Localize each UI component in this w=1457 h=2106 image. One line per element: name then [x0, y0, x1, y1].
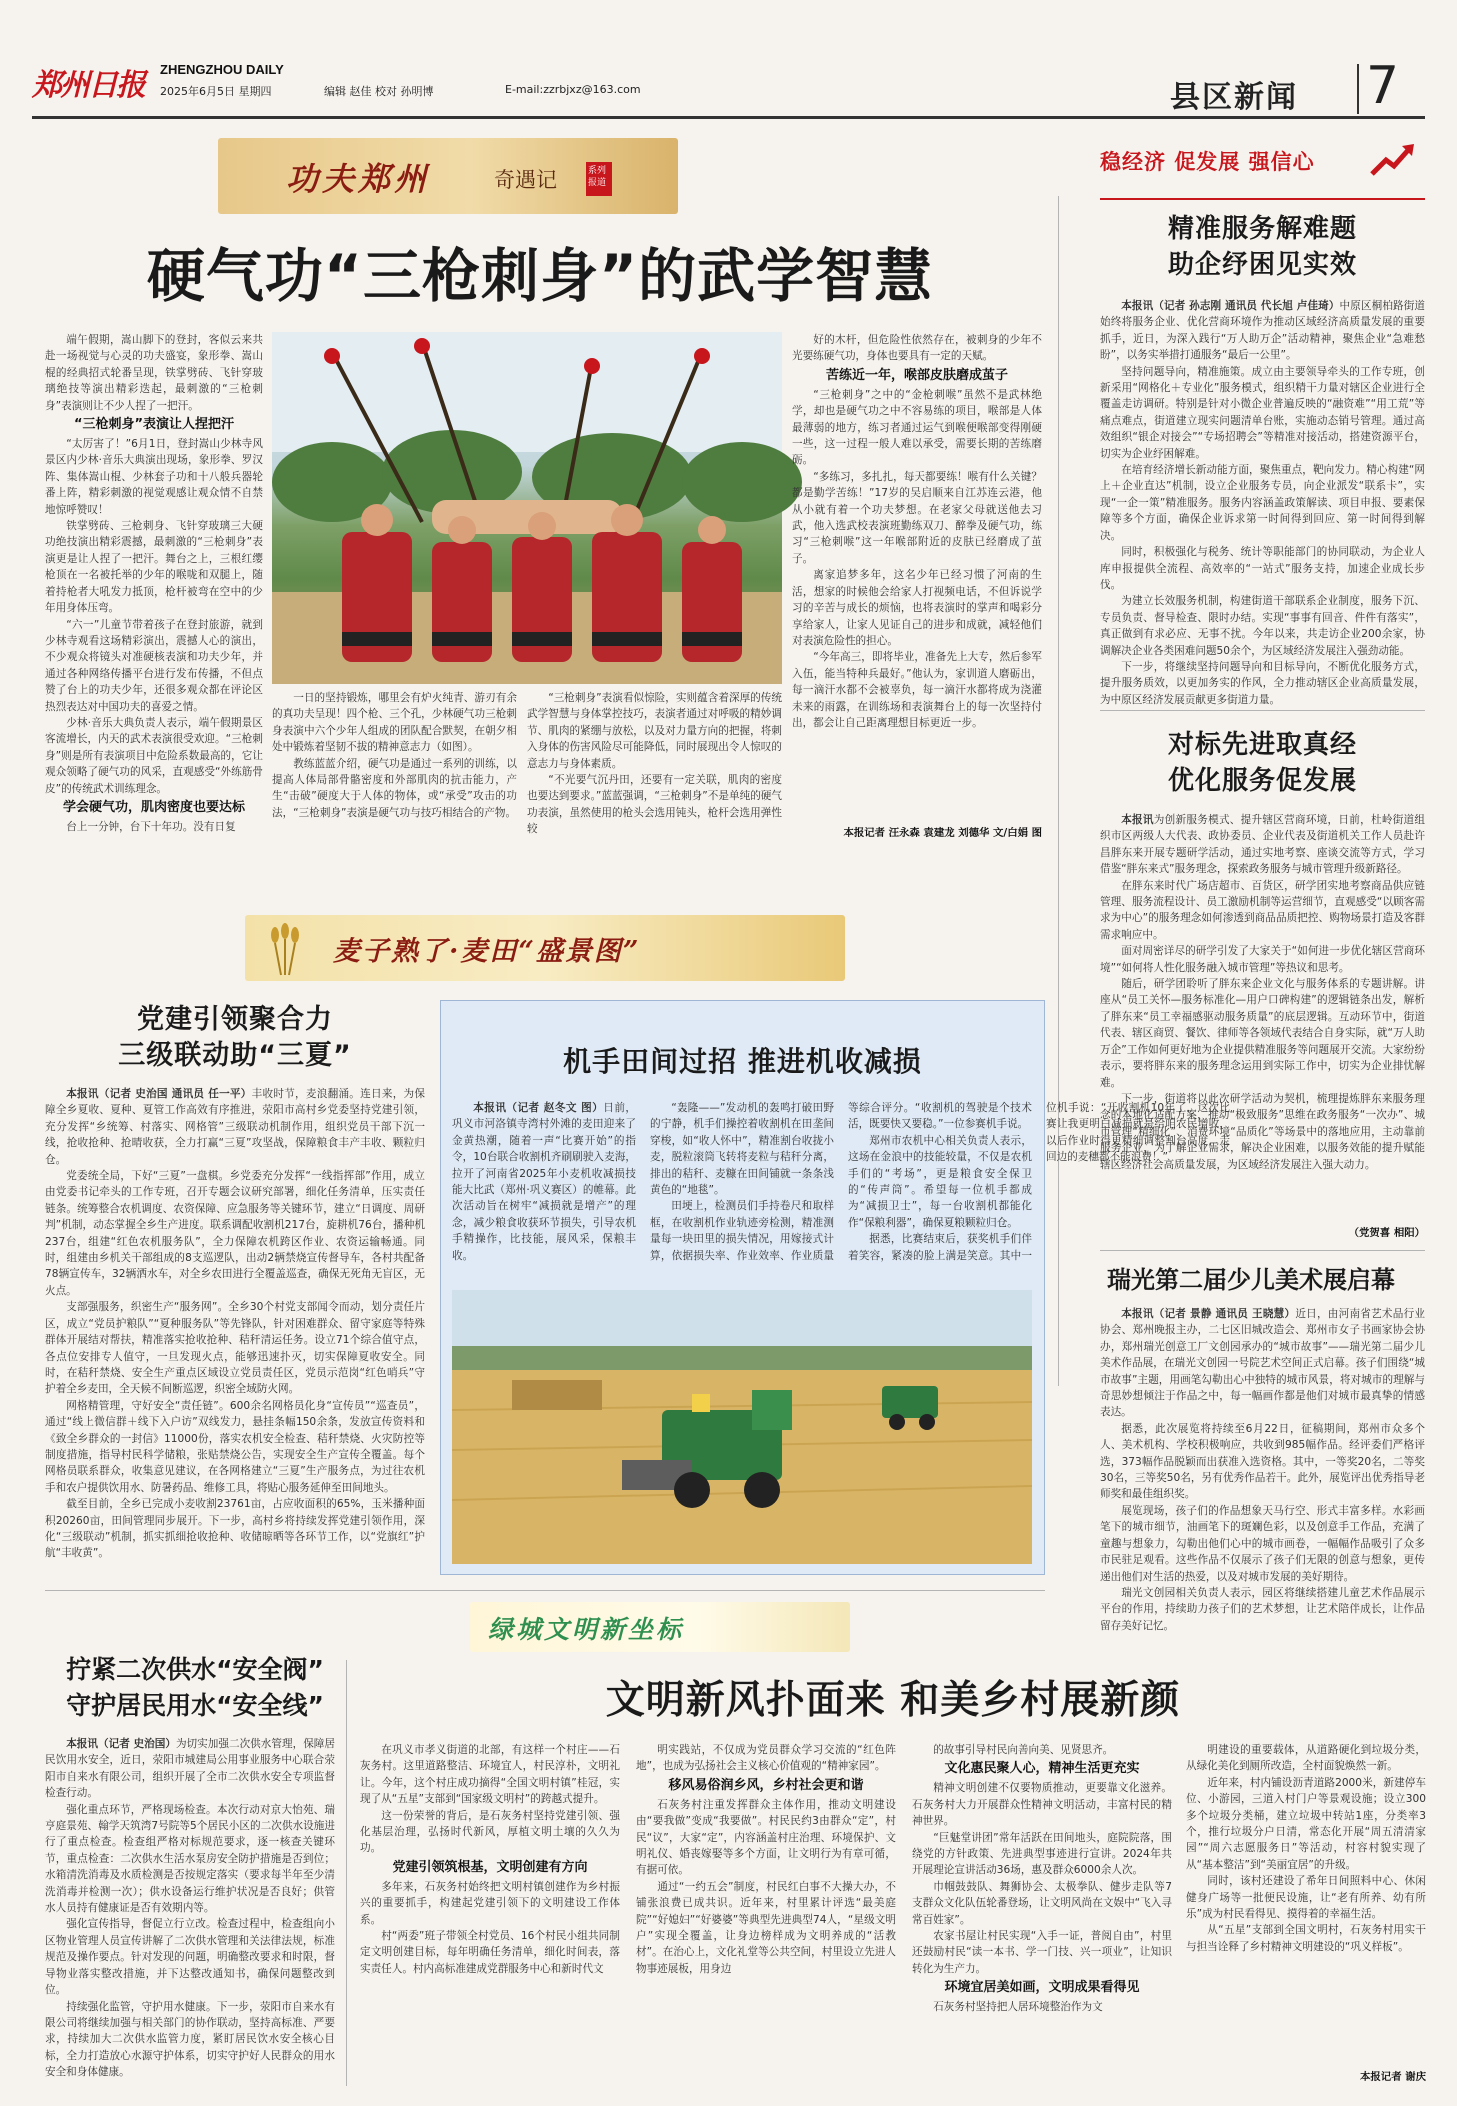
right-top-frame	[1100, 198, 1425, 200]
kungfu-banner-title: 功夫郑州	[286, 160, 431, 198]
right-bottom-body	[1100, 1306, 1425, 1660]
paragraph: “多练习，多扎扎，每天都要练！喉有什么关键？都是勤学苦练！”17岁的吴启顺来自江苏连云港，他从小就有着一个功夫梦想。在老家父母就送他去习武，他入选武校表演班勤练双刀、醉拳及硬气功，练习“三枪刺喉”这一年喉部附近的皮肤已经磨成了茧子。	[792, 470, 1042, 565]
paragraph: 党委统全局，下好“三夏”一盘棋。乡党委充分发挥“一线指挥部”作用，成立由党委书记牵头的工作专班，召开专题会议研究部署，细化任务清单，压实责任链条。统筹整合农机调度、农资保障、应急服务等关键环节，建立“日调度、周研判”机制，动态掌握全乡生产进度。联系调配收割机217台，旋耕机76台，播种机237台，组建“红色农机服务队”，全力保障农机跨区作业、农资运输畅通。同时，组建由乡机关干部组成的8支巡逻队，出动2辆禁烧宣传督导车，各村共配备78辆宣传车，32辆洒水车，对全乡农田进行全覆盖巡查，确保无死角无盲区，无火点。	[45, 1170, 425, 1297]
paragraph	[45, 1736, 335, 1802]
right-top-body	[1100, 298, 1426, 706]
paragraph: 下一步，街道将以此次研学活动为契机，梳理提炼胖东来服务理念的本地化适配方案，推动“极致服务”思维在政务服务“一次办”、城市管理“精细化”、消费环境“品质化”等场景中的落地应用，主动靠前服务企业，为了解企业需求，解决企业困难，以服务效能的提升赋能辖区经济社会高质量发展，为区域经济发展注入强大动力。	[1100, 1092, 1425, 1171]
wheat-icon	[255, 921, 315, 977]
kungfu-headline: 硬气功“三枪刺身”的武学智慧	[146, 242, 934, 310]
civ-byline: 本报记者 谢庆	[1360, 2071, 1426, 2083]
lead: 本报讯	[1121, 814, 1154, 826]
right-mid-headline-1: 对标先进取真经	[1167, 730, 1357, 760]
paragraph: “不光要气沉丹田，还要有一定关联，肌肉的密度也要达到要求。”蓝蓝强调，“三枪刺身”不是单纯的硬气功表演，虽然使用的枪头会选用钝头，枪杆会选用弹性较	[527, 774, 782, 836]
paragraph	[45, 1086, 425, 1168]
paragraph: 明建设的重要载体，从道路硬化到垃圾分类，从绿化美化到厕所改造，全村面貌焕然一新。	[1186, 1744, 1426, 1773]
paragraph: 通过“一约五会”制度，村民红白事不大操大办，不铺张浪费已成共识。近年来，村里累计评选“最美庭院”“好媳妇”“好婆婆”等典型先进典型74人，“星级文明户”实现全覆盖，让身边榜样成为文明养成的“活教材”。在治心上，文化礼堂等公共空间，村里设立先进人物事迹展板，用身边	[636, 1880, 896, 1975]
kungfu-banner	[218, 138, 678, 214]
right-bottom-headline: 瑞光第二届少儿美术展启幕	[1107, 1266, 1395, 1294]
paragraph: 持续强化监管，守护用水健康。下一步，荥阳市自来水有限公司将继续加强与相关部门的协作联动，坚持高标准、严要求，持续加大二次供水监管力度，紧盯居民饮水安全核心目标，全力打造放心水源守护体系，切实守护好人民群众的用水安全和身体健康。	[45, 2000, 335, 2079]
paragraph: 下一步，将继续坚持问题导向和目标导向，不断优化服务方式，提升服务质效，以更加务实的作风，全力推动辖区企业高质量发展，为中原区经济发展贡献更多街道力量。	[1100, 660, 1425, 706]
water-headline-2: 守护居民用水“安全线”	[66, 1691, 324, 1720]
lead: 本报讯（记者 景静 通讯员 王晓慧）	[1121, 1308, 1296, 1320]
paragraph: 石灰务村坚持把人居环境整治作为文	[933, 2001, 1103, 2014]
masthead	[0, 0, 1457, 118]
email-line: E-mail:zzrbjxz@163.com	[505, 83, 641, 96]
paragraph: 精神文明创建不仅要物质推动，更要靠文化滋养。石灰务村大力开展群众性精神文明活动，丰富村民的精神世界。	[912, 1782, 1172, 1828]
page-number: 7	[1366, 56, 1400, 116]
right-mid-byline: （党贺喜 相阳）	[1348, 1227, 1425, 1239]
wheat-banner-title: 麦子熟了·麦田“盛景图”	[333, 936, 641, 967]
civ-column-3	[912, 1742, 1172, 2086]
paragraph: 瑞光文创园相关负责人表示，园区将继续搭建儿童艺术作品展示平台的作用，持续助力孩子们的艺术梦想，让艺术陪伴成长，让作品留存美好记忆。	[1100, 1586, 1425, 1632]
paragraph: 台上一分钟，台下十年功。没有日复	[66, 820, 236, 833]
slogan-text: 稳经济 促发展 强信心	[1100, 150, 1315, 174]
paragraph: 田埂上，检测员们手持卷尺和取样框，在收割机作业轨迹旁检测，精准测量每一块田里的损失情况，用嫁接式计算，依据损失率、作业效率、作业质量等综合评分。“收割机的驾驶是个技术活，既要快又要稳。”一位参赛机手说。	[650, 1102, 1032, 1262]
masthead-rule	[32, 116, 1425, 119]
paragraph: 明实践站，不仅成为党员群众学习交流的“红色阵地”，也成为弘扬社会主义核心价值观的“精神家园”。	[636, 1744, 896, 1773]
civ-column-1	[360, 1742, 620, 2086]
kungfu-banner-sub: 奇遇记	[494, 168, 557, 192]
growth-arrow-icon	[1370, 140, 1418, 178]
paragraph: 面对周密详尽的研学引发了大家关于“如何进一步优化辖区营商环境”“如何将人性化服务融入城市管理”等热议和思考。	[1100, 945, 1425, 974]
subhead: 苦练近一年，喉部皮肤磨成茧子	[825, 367, 1008, 383]
subhead: 移风易俗润乡风，乡村社会更和谐	[668, 1777, 864, 1793]
paragraph: 一日的坚持锻炼，哪里会有炉火纯青、游刃有余的真功夫呈现！四个枪、三个孔，少林硬气功三枪刺身表演中六个少年人组成的团队配合默契，在朝夕相处中锻炼着坚韧不拔的精神意志力（如图）。	[272, 692, 517, 754]
kungfu-byline: 本报记者 汪永森 袁建龙 刘德华 文/白娟 图	[843, 827, 1042, 839]
newspaper-logo: 郑州日报	[32, 68, 144, 103]
section-divider	[1357, 64, 1359, 114]
paragraph: “三枪刺身”之中的“金枪刺喉”虽然不是武林绝学，却也是硬气功之中不容易练的项目，喉部是人体最薄弱的地方，练习者通过运气到喉便喉部变得刚硬一些，这一过程一般人难以承受，需要长期的苦练磨砺。	[792, 388, 1042, 467]
subhead: 学会硬气功，肌肉密度也要达标	[62, 799, 245, 815]
subhead: 党建引领筑根基，文明创建有方向	[392, 1859, 588, 1875]
kungfu-column-2	[272, 690, 517, 842]
paragraph: 随后，研学团聆听了胖东来企业文化与服务体系的专题讲解。讲座从“员工关怀—服务标准化—用户口碑构建”的逻辑链条出发，解析了胖东来“员工幸福感驱动服务质量”的底层逻辑。互动环节中，街道代表、辖区商贸、餐饮、律师等各领域代表结合自身实际，就“万人助万企”工作如何更好地为企业提供精准服务等问题展开交流。大家纷纷表示，要将胖东来的服务理念运用到实际工作中，切实为企业排忧解难。	[1100, 978, 1425, 1089]
civ-banner	[470, 1602, 850, 1652]
paragraph: 端午假期，嵩山脚下的登封，客似云来共赴一场视觉与心灵的功夫盛宴，象形拳、嵩山棍的经典招式轮番呈现，铁掌劈砖、飞针穿玻璃绝技等演出精彩迭起，最刺激的“三枪刺身”表演则让不少人捏了一把汗。	[45, 334, 263, 412]
vertical-divider	[346, 1660, 347, 2086]
kungfu-banner-tag: 系列报道	[586, 162, 612, 196]
paragraph	[1100, 812, 1425, 878]
paragraph: 同时，积极强化与税务、统计等职能部门的协同联动，为企业人库申报提供全流程、高效率的“一站式”服务支持，加速企业成长步伐。	[1100, 546, 1425, 591]
paragraph: 巾帼鼓鼓队、舞狮协会、太极拳队、健步走队等7支群众文化队伍轮番登场，让文明风尚在文娱中“飞入寻常百姓家”。	[912, 1880, 1172, 1926]
water-body	[45, 1736, 335, 2086]
civ-headline: 文明新风扑面来 和美乡村展新颜	[605, 1678, 1181, 1723]
lead-text: 中原区桐柏路街道始终将服务企业、优化营商环境作为推动区域经济高质量发展的重要抓手，近日，为深入践行“万人助万企”活动精神，聚焦企业“急难愁盼”，以务实举措打通服务“最后一公里”。	[1100, 300, 1426, 362]
paragraph	[452, 1100, 636, 1264]
paragraph: 截至目前，全乡已完成小麦收割23761亩，占应收面积的65%，玉米播种面积20260亩，田间管理同步展开。下一步，高村乡将持续发挥党建引领作用，深化“三级联动”机制，抓实抓细抢收抢种、收储晾晒等各环节工作，以“党旗红”护航“丰收黄”。	[45, 1498, 425, 1560]
lead-text: 近日，由河南省艺术品行业协会、郑州晚报主办，二七区旧城改造会、郑州市女子书画家协会协办，郑州瑞光创意工厂文创园承办的“城市故事”——瑞光第二届少儿美术作品展，在瑞光文创园一号院艺术空间正式启幕。孩子们围绕“城市故事”主题，用画笔勾勒出心中独特的城市风景，将对城市的理解与奇思妙想倾注于作品之中，每一幅画作都是他们对城市最真挚的情感表达。	[1100, 1308, 1425, 1419]
party-body	[45, 1086, 425, 1566]
paragraph: “三枪刺身”表演看似惊险，实则蕴含着深厚的传统武学智慧与身体掌控技巧，表演者通过对呼吸的精妙调节、肌肉的紧绷与放松，以及对力量方向的把握，将刺入身体的伤害风险尽可能降低，同时展现出令人惊叹的意志力与身体素质。	[527, 692, 782, 770]
paragraph: 支部强服务，织密生产“服务网”。全乡30个村党支部闻令而动，划分责任片区，成立“党员护粮队”“夏种服务队”等先锋队，针对困难群众、留守家庭等特殊群体开展结对帮扶，精准落实抢收抢种、秸秆清运任务。设立71个综合值守点，各点位安排专人值守，一旦发现火点，能够迅速扑灭，切实保障夏收安全。同时，在秸秆禁烧、安全生产重点区域设立党员责任区，党员示范岗“红色哨兵”守护着全乡麦田，全天候不间断巡逻，织密全域防火网。	[45, 1301, 425, 1396]
paragraph: “巨魅堂讲团”常年活跃在田间地头，庭院院落，围绕党的方针政策、先进典型事迹进行宣讲。2024年共开展理论宣讲活动36场，惠及群众6000余人次。	[912, 1831, 1172, 1877]
lead: 本报讯（记者 孙志刚 通讯员 代长旭 卢佳琦）	[1121, 300, 1340, 312]
right-mid-headline-2: 优化服务促发展	[1167, 766, 1357, 796]
paragraph: “六一”儿童节带着孩子在登封旅游，就到少林寺观看这场精彩演出，震撼人心的演出，不少观众将镜头对准硬核表演和功夫少年，并通过各种网络传播平台进行发布传播，不但点赞了台上的功夫少年，还很多观众都在评论区热烈表达对中国功夫的喜爱之情。	[45, 618, 263, 713]
harvest-photo	[452, 1290, 1032, 1564]
paragraph: 从“五星”支部到全国文明村，石灰务村用实干与担当诠释了乡村精神文明建设的“巩义样板”。	[1186, 1924, 1426, 1953]
paragraph: 在培育经济增长新动能方面，聚焦重点，靶向发力。精心构建“网上＋企业直达”机制，设立企业服务专员，向企业派发“联系卡”，实现“一企一策”精准服务。服务内容涵盖政策解读、项目申报、要素保障等多个方面，确保企业诉求第一时间得到回应、第一时间得到解决。	[1100, 464, 1425, 542]
paragraph: 强化重点环节，严格现场检查。本次行动对京大怡苑、瑞亨庭景苑、翰学天筑湾7号院等5个居民小区的二次供水设施进行了重点检查。检查组严格对标规范要求，逐一核查关键环节，重点检查：二次供水生活水泵房安全防护措施是否到位；水箱清洗消毒及水质检测是否按规定落实（要求每半年至少清洗消毒并检测一次）；供水设备运行维护状况是否良好；供管水人员持有健康证是否有效期内等。	[45, 1803, 335, 1915]
lead: 本报讯（记者 史治国）	[66, 1738, 176, 1750]
paragraph: 坚持问题导向，精准施策。成立由主要领导牵头的工作专班，创新采用“网格化＋专业化”服务模式，组织精干力量对辖区企业进行全覆盖走访调研。特别是针对小微企业普遍反映的“融资难”“用工荒”等痛点难点，街道建立现实问题清单台账，实施动态销号管理。通过高效组织“银企对接会”“专场招聘会”等精准对接活动，搭建资源平台，切实为企业纾困解难。	[1100, 365, 1425, 460]
slogan-banner	[1100, 138, 1425, 182]
paragraph	[1100, 298, 1425, 364]
paragraph: 据悉，比赛结束后，获奖机手们伴着笑容，紧凑的脸上满是笑意。其中一位机手说：“开收割机10年了，这次比赛让我更明白减损就是给咱农民增收，以后作业时得更精细调整割台高度，走回边的麦穗都不能浪费！”	[848, 1102, 1230, 1262]
kungfu-photo-illustration	[272, 332, 782, 684]
paragraph: 铁掌劈砖、三枪刺身、飞针穿玻璃三大硬功绝技演出精彩震撼，最刺激的“三枪刺身”表演更是让人捏了一把汗。舞台之上，三根红缨枪顶在一名被托举的少年的喉咙和双腿上，随着持枪者大吼发力抵顶，枪杆被弯在空中的少年用身体压弯。	[45, 520, 263, 615]
paragraph: 石灰务村注重发挥群众主体作用，推动文明建设由“要我做”变成“我要做”。村民民约3由群众“定”，村民“议”，大家“定”，内容涵盖村庄治理、环境保护、文明礼仪、婚丧嫁娶等多个方面，让文明行为有章可循，有据可依。	[636, 1798, 896, 1877]
paragraph: 为建立长效服务机制，构建街道干部联系企业制度，服务下沉、专员负责、督导检查、限时办结。实现“事事有回音、件件有落实”，真正做到有求必应、无事不扰。今年以来，共走访企业200余家，协调解决企业各类困难问题50余个，为区域经济发展注入强劲动能。	[1100, 595, 1425, 657]
paragraph: 展览现场，孩子们的作品想象天马行空、形式丰富多样。水彩画笔下的城市细节，油画笔下的斑斓色彩，以及创意手工作品，充满了童趣与想象力，勾勒出他们心中的城市画卷，一幅幅作品吸引了众多市民驻足观看。这些作品不仅展示了孩子们无限的创意与想象，更传递出他们对生活的热爱，以及对城市发展的美好期待。	[1100, 1504, 1425, 1583]
editor-line: 编辑 赵佳 校对 孙明博	[324, 85, 434, 98]
paragraph: 好的木杆，但危险性依然存在，被刺身的少年不光要练硬气功，身体也要具有一定的天赋。	[792, 334, 1042, 363]
paragraph: 教练蓝蓝介绍，硬气功是通过一系列的训练，以提高人体局部骨骼密度和外部肌肉的抗击能力，产生“击破”硬度大于人体的物体，或“承受”攻击的功法，“三枪刺身”表演是硬气功与技巧相结合的产物。	[272, 757, 517, 819]
lead-text: 丰收时节，麦浪翻涌。连日来，为保障全乡夏收、夏种、夏管工作高效有序推进，荥阳市高村乡党委坚持党建引领，充分发挥“乡统筹、村落实、网格管”三级联动机制作用，组织党员干部下沉一线，抢收抢种、抢晴收获，全力打赢“三夏”攻坚战，保障粮食丰产丰收、颗粒归仓。	[45, 1088, 425, 1166]
harvest-photo-illustration	[452, 1290, 1032, 1564]
paragraph: 村“两委”班子带领全村党员、16个村民小组共同制定文明创建目标，每年明确任务清单，细化时间表，落实责任人。村内高标准建成党群服务中心和新时代文	[360, 1930, 620, 1975]
harvest-headline: 机手田间过招 推进机收减损	[563, 1045, 922, 1078]
right-top-headline-1: 精准服务解难题	[1167, 214, 1357, 244]
subhead: 文化惠民聚人心，精神生活更充实	[944, 1761, 1140, 1777]
lead-text: 为创新服务模式、提升辖区营商环境，日前，杜岭街道组织市区两级人大代表、政协委员、企业代表及街道机关工作人员赴许昌胖东来开展专题研学活动，通过实地考察、座谈交流等方式，学习借鉴“胖东来式”服务理念，探索政务服务与城市管理升级新路径。	[1100, 814, 1426, 876]
paragraph: 的故事引导村民向善向美、见贤思齐。	[933, 1744, 1114, 1756]
lead: 本报讯（记者 赵冬文 图）	[473, 1102, 604, 1114]
paragraph: 网格精管理，守好安全“责任链”。600余名网格员化身“宣传员”“巡查员”，通过“线上微信群＋线下入户访”双线发力，悬挂条幅150余条，发放宣传资料和《致全乡群众的一封信》11000份，落实农机安全检查、秸秆禁烧、火灾防控等制度措施，指导村民科学储粮，张贴禁烧公告，实现安全生产宣传全覆盖。每个网格员联系群众，收集意见建议，在各网格建立“三夏”生产服务点，为过往农机手和农户提供饮用水、防暑药品、维修工具，将贴心服务延伸至田间地头。	[45, 1399, 425, 1494]
lead-text: 为切实加强二次供水管理，保障居民饮用水安全，近日，荥阳市城建局公用事业服务中心联合荥阳市自来水有限公司，组织开展了全市二次供水安全专项监督检查行动。	[45, 1738, 335, 1800]
paragraph: 在胖东来时代广场店超市、百货区，研学团实地考察商品供应链管理、服务流程设计、员工激励机制等运营细节，直观感受“以顾客需求为中心”的服务理念如何渗透到商品品质把控、购物场景打造及客群需求响应中。	[1100, 879, 1425, 941]
right-top-headline-2: 助企纾困见实效	[1167, 250, 1357, 280]
paragraph: “太厉害了！”6月1日，登封嵩山少林寺风景区内少林·音乐大典演出现场，象形拳、罗汉阵、集体嵩山棍、少林套子功和十八般兵器轮番上阵，精彩刺激的视觉观感让观众情不自禁地惊呼赞叹！	[45, 438, 263, 516]
subhead: “三枪刺身”表演让人捏把汗	[73, 417, 235, 433]
kungfu-column-3	[527, 690, 782, 842]
paragraph: 这一份荣誉的背后，是石灰务村坚持党建引领、强化基层治理，弘扬时代新风，厚植文明土壤的久久为功。	[360, 1809, 620, 1855]
harvest-body	[452, 1100, 1230, 1278]
paragraph: 郑州市农机中心相关负责人表示，这场在金浪中的技能较量，不仅是农机手们的“考场”，更是粮食安全保卫的“传声筒”。希望每一位机手都成为“减损卫士”，每一台收割机都能化作“保粮利器”，确保夏粮颗粒归仓。	[848, 1134, 1032, 1229]
paragraph: 近年来，村内铺设沥青道路2000米，新建停车位、小游园，三道入村门户等景观设施；设立300多个垃圾分类桶，建立垃圾中转站1座，分类率3个，推行垃圾分户日清，常态化开展“周五清清家园”“周六志愿服务日”等活动，村容村貌实现了从“基本整洁”到“美丽宜居”的升级。	[1186, 1776, 1426, 1871]
newspaper-name-en: ZHENGZHOU DAILY	[160, 62, 284, 77]
civ-column-4	[1186, 1742, 1426, 2068]
paragraph: 据悉，此次展览将持续至6月22日，征稿期间，郑州市众多个人、美术机构、学校积极响应，共收到985幅作品。经评委们严格评选，373幅作品脱颖而出获准入选资格。其中，一等奖20名，二等奖30名，三等奖50名，另有优秀作品若干。此外，展览评出优秀指导老师奖和最佳组织奖。	[1100, 1422, 1425, 1501]
paragraph: 同时，该村还建设了希年日间照料中心、休闲健身广场等一批便民设施，让“老有所养、幼有所乐”成为村民看得见、摸得着的幸福生活。	[1186, 1875, 1426, 1921]
paragraph: 强化宣传指导，督促立行立改。检查过程中，检查组向小区物业管理人员宣传讲解了二次供水管理和关法律法规，标准规范及操作要点。针对发现的问题，明确整改要求和时限，督导物业落实整改措施，并下达整改通知书，确保问题整改到位。	[45, 1918, 335, 1997]
right-divider	[1100, 1250, 1425, 1251]
kungfu-photo	[272, 332, 782, 684]
paragraph: 在巩义市孝义街道的北部，有这样一个村庄——石灰务村。这里道路整洁、环境宜人，村民淳朴，文明礼让。今年，这个村庄成功摘得“全国文明村镇”桂冠，实现了从“五星”支部到“国家级文明村”的跨越式提升。	[360, 1744, 620, 1806]
kungfu-column-4	[792, 332, 1042, 824]
paragraph: 农家书屋让村民实现“入手一证，普阅自由”，村里还鼓励村民“读一本书、学一门技、兴一项业”，让知识转化为生产力。	[912, 1930, 1172, 1975]
date-line: 2025年6月5日 星期四	[160, 85, 272, 98]
paragraph: “轰隆——”发动机的轰鸣打破田野的宁静，机手们操控着收割机在田垄间穿梭，如“收人怀中”，精准割台收拢小麦，脱粒滚筒飞转将麦粒与秸秆分离，排出的秸秆、麦糠在田间铺就一条条浅黄色的“地毯”。	[650, 1102, 834, 1197]
lead: 本报讯（记者 史治国 通讯员 任一平）	[66, 1088, 252, 1100]
civ-column-2	[636, 1742, 896, 2086]
subhead: 环境宜居美如画，文明成果看得见	[944, 1980, 1140, 1996]
section-title: 县区新闻	[1170, 80, 1298, 115]
vertical-divider	[1058, 196, 1059, 1386]
party-headline-1: 党建引领聚合力	[137, 1004, 333, 1035]
civ-banner-title: 绿城文明新坐标	[488, 1615, 685, 1644]
lead-text: 日前，巩义市河洛镇寺湾村外滩的麦田迎来了金黄热潮，随着一声“比赛开始”的指令，10台联合收割机齐刷刷驶入麦海，拉开了河南省2025年小麦机收减损技能大比武（郑州·巩义赛区）的帷幕。此次活动旨在树牢“减损就是增产”的理念，减少粮食收获环节损失，引导农机手精操作，比技能，展风采，保粮丰收。	[452, 1102, 636, 1262]
paragraph: 多年来，石灰务村始终把文明村镇创建作为乡村振兴的重要抓手，构建起党建引领下的文明建设工作体系。	[360, 1880, 620, 1926]
wheat-banner	[245, 915, 845, 981]
section-divider-h	[45, 1590, 1045, 1591]
water-headline-1: 拧紧二次供水“安全阀”	[66, 1655, 324, 1684]
kungfu-column-1	[45, 332, 263, 842]
paragraph: “今年高三，即将毕业，准备先上大专，然后参军入伍，能当特种兵最好。”他认为，家训道人磨砺出，每一滴汗水都不会被辜负，每一滴汗水都将成为浇灌未来的雨露，在训练场和表演舞台上的每一次坚持付出，都会让自己距离理想目标更近一步。	[792, 651, 1042, 729]
paragraph: 离家追梦多年，这名少年已经习惯了河南的生活，想家的时候他会给家人打视频电话，不但诉说学习的辛苦与成长的烦恼，也将表演时的掌声和喝彩分享给家人，让家人见证自己的进步和成就，减轻他们对表演危险性的担心。	[792, 569, 1042, 647]
party-headline-2: 三级联动助“三夏”	[118, 1040, 352, 1071]
paragraph	[1100, 1306, 1425, 1421]
paragraph: 少林·音乐大典负责人表示，端午假期景区客流增长，内天的武术表演很受欢迎。“三枪刺身”则是所有表演项目中危险系数最高的，它让观众领略了硬气功的风采，直观感受“外练筋骨皮”的传统武术训练理念。	[45, 716, 263, 795]
right-divider	[1100, 710, 1425, 711]
